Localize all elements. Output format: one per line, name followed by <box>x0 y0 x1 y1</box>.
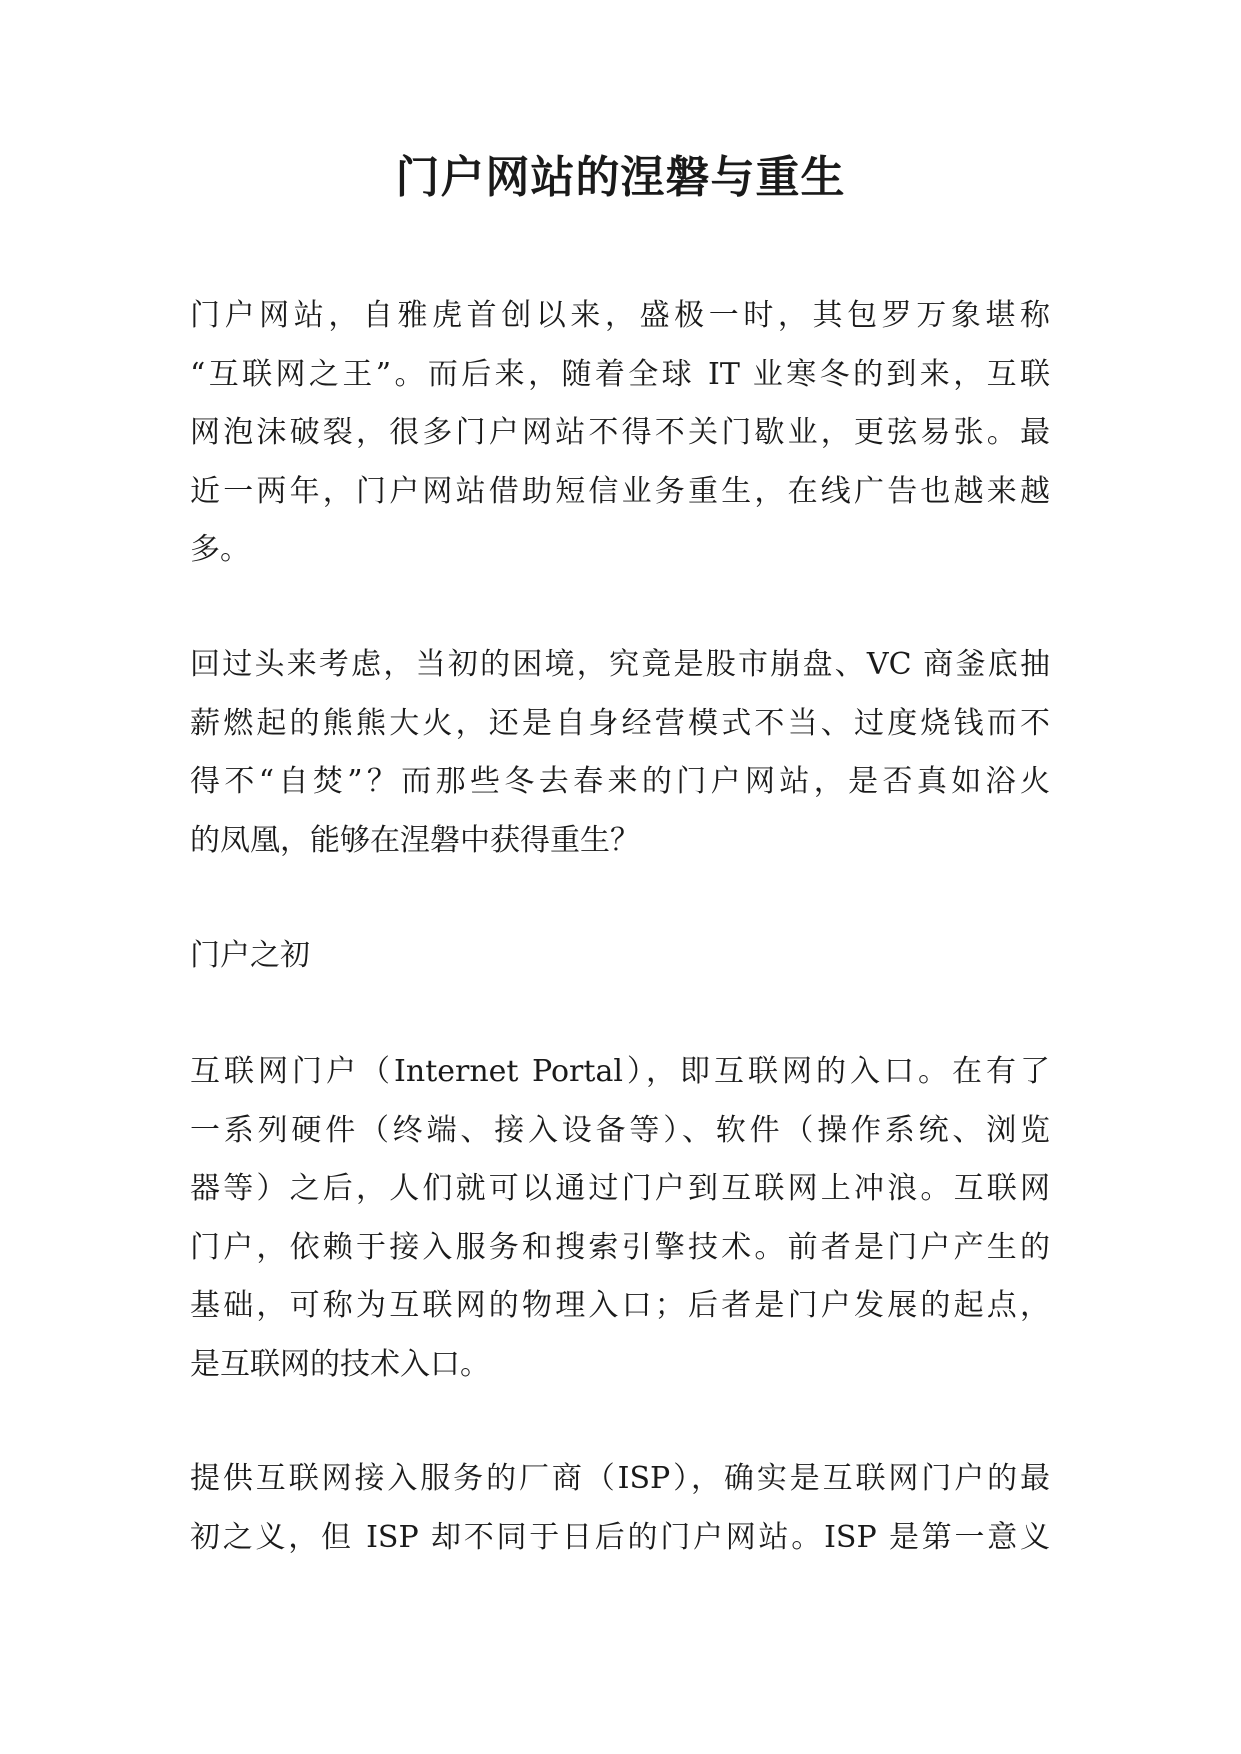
paragraph-line: 近一两年，门户网站借助短信业务重生，在线广告也越来越 <box>190 473 1050 509</box>
paragraph-line: 薪燃起的熊熊大火，还是自身经营模式不当、过度烧钱而不 <box>190 705 1050 741</box>
paragraph-line: 网泡沫破裂，很多门户网站不得不关门歇业，更弦易张。最 <box>190 415 1050 450</box>
paragraph-line: 提供互联网接入服务的厂商（ISP），确实是互联网门户的最 <box>190 1461 1050 1496</box>
paragraph-line: 基础，可称为互联网的物理入口；后者是门户发展的起点， <box>190 1288 1050 1323</box>
paragraph-isp <box>190 1450 1050 1567</box>
paragraph-line: 得不“自焚”？而那些冬去春来的门户网站，是否真如浴火 <box>190 764 1050 799</box>
paragraph-line: 初之义，但 ISP 却不同于日后的门户网站。ISP 是第一意义 <box>190 1519 1050 1555</box>
paragraph-portal-definition <box>190 1043 1050 1394</box>
paragraph-line: 互联网门户（Internet Portal），即互联网的入口。在有了 <box>190 1054 1050 1089</box>
document-title: 门户网站的涅磐与重生 <box>395 152 846 203</box>
section-heading <box>190 927 1050 986</box>
paragraph-line: 门户网站，自雅虎首创以来，盛极一时，其包罗万象堪称 <box>190 298 1050 333</box>
paragraph-line: “互联网之王”。而后来，随着全球 IT 业寒冬的到来，互联 <box>190 356 1050 392</box>
paragraph-line: 器等）之后，人们就可以通过门户到互联网上冲浪。互联网 <box>190 1171 1050 1206</box>
paragraph-line: 的凤凰，能够在涅磐中获得重生？ <box>190 822 640 858</box>
paragraph-line: 是互联网的技术入口。 <box>190 1346 490 1382</box>
paragraph-line: 一系列硬件（终端、接入设备等）、软件（操作系统、浏览 <box>190 1112 1050 1148</box>
paragraph-line: 回过头来考虑，当初的困境，究竟是股市崩盘、VC 商釜底抽 <box>190 647 1050 682</box>
section-heading-text: 门户之初 <box>190 938 310 973</box>
paragraph-line: 门户，依赖于接入服务和搜索引擎技术。前者是门户产生的 <box>190 1229 1050 1265</box>
paragraph-reflection <box>190 636 1050 870</box>
paragraph-line: 多。 <box>190 532 250 567</box>
paragraph-intro <box>190 287 1050 580</box>
